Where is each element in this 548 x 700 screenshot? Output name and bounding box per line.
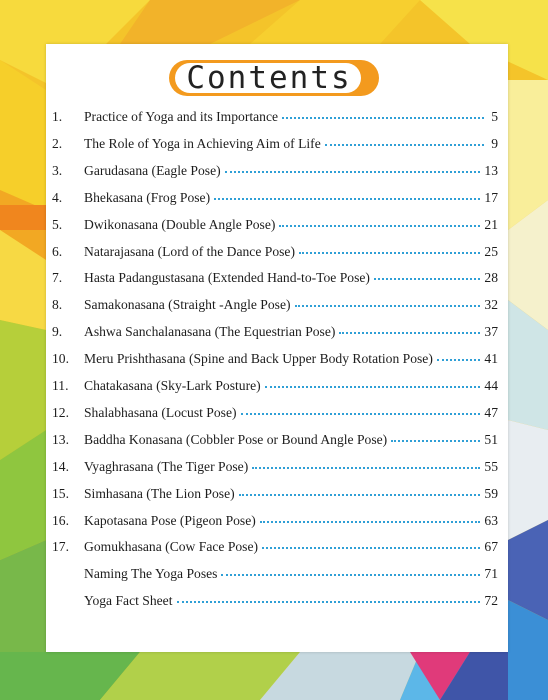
toc-entry-page-number: 32 bbox=[484, 297, 498, 313]
toc-dot-leader bbox=[252, 457, 480, 469]
toc-entry-page-number: 44 bbox=[484, 378, 498, 393]
toc-entry-number: 14. bbox=[52, 458, 69, 474]
toc-entry-number: 11. bbox=[52, 378, 69, 393]
toc-dot-leader bbox=[225, 161, 481, 173]
toc-entry-page-number: 13 bbox=[484, 162, 498, 178]
toc-dot-leader bbox=[239, 484, 481, 496]
toc-entry-title: Vyaghrasana (The Tiger Pose) bbox=[84, 458, 249, 474]
toc-entry[interactable] bbox=[52, 136, 498, 158]
toc-entry-page-number: 71 bbox=[484, 566, 498, 582]
toc-dot-leader bbox=[241, 403, 481, 415]
toc-entry-title: Dwikonasana (Double Angle Pose) bbox=[84, 216, 276, 232]
toc-entry[interactable] bbox=[52, 405, 498, 427]
toc-entry[interactable] bbox=[52, 297, 498, 319]
toc-entry-page-number: 41 bbox=[484, 351, 498, 367]
toc-dot-leader bbox=[325, 134, 484, 146]
toc-entry-title: Gomukhasana (Cow Face Pose) bbox=[84, 539, 259, 555]
toc-entry-page-number: 72 bbox=[484, 593, 498, 609]
toc-entry-page-number: 37 bbox=[484, 324, 498, 340]
toc-entry-title: Samakonasana (Straight -Angle Pose) bbox=[84, 297, 291, 313]
toc-entry-number: 9. bbox=[52, 324, 63, 340]
toc-entry[interactable] bbox=[52, 217, 498, 239]
toc-entry-page-number: 25 bbox=[484, 243, 498, 259]
toc-entry[interactable] bbox=[52, 539, 498, 561]
toc-entry-title: Kapotasana Pose (Pigeon Pose) bbox=[84, 512, 256, 528]
toc-entry[interactable] bbox=[52, 109, 498, 131]
toc-dot-leader bbox=[221, 564, 480, 576]
toc-entry-title: Naming The Yoga Poses bbox=[84, 566, 218, 582]
toc-dot-leader bbox=[391, 430, 480, 442]
toc-entry-number: 16. bbox=[52, 512, 69, 528]
page-title: Contents bbox=[186, 60, 352, 96]
toc-entry[interactable] bbox=[52, 351, 498, 373]
toc-dot-leader bbox=[295, 295, 481, 307]
toc-entry-page-number: 21 bbox=[484, 216, 498, 232]
toc-entry[interactable] bbox=[52, 244, 498, 266]
toc-entry[interactable] bbox=[52, 378, 498, 400]
toc-entry-title: Baddha Konasana (Cobbler Pose or Bound Angle Pose) bbox=[84, 431, 388, 447]
toc-entry-page-number: 17 bbox=[484, 189, 498, 205]
toc-entry[interactable] bbox=[52, 270, 498, 292]
toc-entry[interactable] bbox=[52, 566, 498, 588]
toc-entry-title: Hasta Padangustasana (Extended Hand-to-Toe Pose) bbox=[84, 270, 370, 286]
toc-dot-leader bbox=[262, 537, 480, 549]
toc-entry-number: 17. bbox=[52, 539, 69, 555]
toc-entry-number: 13. bbox=[52, 431, 69, 447]
toc-entry-page-number: 9 bbox=[491, 135, 498, 151]
toc-entry-title: Garudasana (Eagle Pose) bbox=[84, 162, 221, 178]
toc-entry-title: Meru Prishthasana (Spine and Back Upper Body Rotation Pose) bbox=[84, 351, 433, 367]
toc-entry-number: 5. bbox=[52, 216, 63, 232]
toc-dot-leader bbox=[299, 242, 480, 254]
toc-entry-number: 8. bbox=[52, 297, 63, 313]
toc-entry-page-number: 5 bbox=[491, 109, 498, 124]
toc-entry-number: 12. bbox=[52, 404, 69, 420]
toc-entry-page-number: 51 bbox=[484, 431, 498, 447]
toc-entry-title: Yoga Fact Sheet bbox=[84, 593, 173, 609]
toc-entry-number: 10. bbox=[52, 351, 69, 367]
toc-entry-page-number: 47 bbox=[484, 404, 498, 420]
toc-entry[interactable] bbox=[52, 432, 498, 454]
toc-entry-title: Practice of Yoga and its Importance bbox=[84, 109, 279, 124]
toc-dot-leader bbox=[437, 349, 481, 361]
toc-dot-leader bbox=[374, 268, 480, 280]
toc-dot-leader bbox=[214, 188, 480, 200]
toc-entry[interactable] bbox=[52, 486, 498, 508]
toc-entry[interactable] bbox=[52, 324, 498, 346]
toc-entry-number: 7. bbox=[52, 270, 63, 286]
toc-entry-title: The Role of Yoga in Achieving Aim of Life bbox=[84, 135, 321, 151]
toc-dot-leader bbox=[177, 591, 481, 603]
toc-dot-leader bbox=[282, 107, 484, 119]
toc-entry[interactable] bbox=[52, 163, 498, 185]
toc-dot-leader bbox=[265, 376, 481, 388]
toc-entry[interactable] bbox=[52, 513, 498, 535]
toc-entry-number: 1. bbox=[52, 109, 63, 124]
toc-entry-number: 15. bbox=[52, 485, 69, 501]
toc-entry-page-number: 67 bbox=[484, 539, 498, 555]
toc-entry-number: 6. bbox=[52, 243, 63, 259]
toc-entry-title: Ashwa Sanchalanasana (The Equestrian Pose) bbox=[84, 324, 336, 340]
toc-entry-page-number: 59 bbox=[484, 485, 498, 501]
toc-entry-title: Shalabhasana (Locust Pose) bbox=[84, 404, 237, 420]
toc-dot-leader bbox=[279, 215, 480, 227]
toc-entry[interactable] bbox=[52, 459, 498, 481]
toc-entry-number: 2. bbox=[52, 135, 63, 151]
toc-dot-leader bbox=[260, 511, 481, 523]
toc-entry-title: Bhekasana (Frog Pose) bbox=[84, 189, 211, 205]
toc-dot-leader bbox=[339, 322, 480, 334]
toc-entry[interactable] bbox=[52, 593, 498, 615]
toc-entry-page-number: 63 bbox=[484, 512, 498, 528]
toc-entry-number: 3. bbox=[52, 162, 63, 178]
toc-entry[interactable] bbox=[52, 190, 498, 212]
toc-entry-page-number: 55 bbox=[484, 458, 498, 474]
toc-entry-title: Natarajasana (Lord of the Dance Pose) bbox=[84, 243, 295, 259]
toc-entry-title: Chatakasana (Sky-Lark Posture) bbox=[84, 378, 261, 393]
toc-entry-page-number: 28 bbox=[484, 270, 498, 286]
toc-entry-number: 4. bbox=[52, 189, 63, 205]
toc-entry-title: Simhasana (The Lion Pose) bbox=[84, 485, 235, 501]
